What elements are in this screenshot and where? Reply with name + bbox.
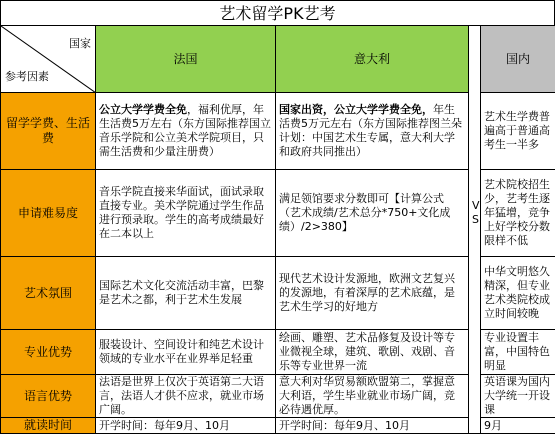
table-row — [1, 375, 555, 418]
header-italy: 意大利 — [276, 26, 469, 93]
row-label: 申请难易度 — [1, 170, 96, 257]
vs-spacer-bottom — [469, 418, 481, 434]
header-row — [1, 26, 555, 93]
france-cell: 法语是世界上仅次于英语第二大语言，法语人才供不应求，就业市场广阔。 — [96, 375, 276, 418]
france-cell — [96, 93, 276, 170]
france-cell: 服装设计、空间设计和纯艺术设计领域的专业水平在业界举足轻重 — [96, 330, 276, 375]
comparison-table — [0, 25, 555, 434]
corner-header — [1, 26, 96, 93]
vs-spacer — [469, 330, 481, 375]
italy-cell: 意大利对华贸易额欧盟第二，掌握意大利语，学生毕业就业市场广阔，竞必待遇优厚。 — [276, 375, 469, 418]
domestic-cell: 专业设置丰富，中国特色明显 — [481, 330, 555, 375]
vs-spacer-top — [469, 26, 481, 93]
vs-spacer — [469, 375, 481, 418]
italy-cell: 绘画、雕塑、艺术品修复及设计等专业微视全球，建筑、歌剧、戏剧、音乐等专业世界一流 — [276, 330, 469, 375]
domestic-cell: 艺术生学费普遍高于普通高考生一半多 — [481, 93, 555, 170]
france-cell: 国际艺术文化交流活动丰富，巴黎是艺术之都，利于艺术生发展 — [96, 257, 276, 330]
table-row — [1, 257, 555, 330]
italy-text: 年生活费5万元左右（东方国际推荐图兰朵计划：中国艺术生专属，意大利大学和政府共同推出） — [279, 103, 462, 158]
header-france: 法国 — [96, 26, 276, 93]
domestic-cell: 艺术院校招生少，艺考生逐年猛增，竞争上好学校分数限样不低 — [481, 170, 555, 257]
vs-spacer — [469, 93, 481, 170]
france-cell: 开学时间：每年9月、10月 — [96, 418, 276, 434]
row-label: 语言优势 — [1, 375, 96, 418]
vs-spacer — [469, 257, 481, 330]
france-text: ，福利优厚，年生活费5万左右（东方国际推荐国立音乐学院和公立美术学院项目，只需生活费和少量注册费） — [99, 103, 271, 158]
table-row — [1, 418, 555, 434]
italy-highlight: 国家出资，公立大学学费全免， — [279, 103, 433, 116]
page-title: 艺术留学PK艺考 — [0, 0, 555, 26]
italy-cell: 开学时间：每年9月、10月 — [276, 418, 469, 434]
italy-cell — [276, 93, 469, 170]
italy-cell: 现代艺术设计发源地，欧洲文艺复兴的发源地，有着深厚的艺术底蕴，是艺术生学习的好地方 — [276, 257, 469, 330]
row-label: 留学学费、生活费 — [1, 93, 96, 170]
row-label: 就读时间 — [1, 418, 96, 434]
row-label: 专业优势 — [1, 330, 96, 375]
row-label: 艺术氛围 — [1, 257, 96, 330]
domestic-cell: 英语课为国内大学统一开设课 — [481, 375, 555, 418]
table-row — [1, 330, 555, 375]
header-domestic: 国内 — [481, 26, 555, 93]
domestic-cell: 9月 — [481, 418, 555, 434]
france-cell: 音乐学院直接来华面试，面试录取直接专业。美术学院通过学生作品进行预录取。学生的高考成绩最好在二本以上 — [96, 170, 276, 257]
france-highlight: 公立大学学费全免 — [99, 103, 187, 116]
table-row — [1, 170, 555, 257]
vs-label: VS — [469, 170, 481, 257]
corner-country-label: 国家 — [69, 37, 91, 51]
domestic-cell: 中华文明悠久精深，但专业艺术类院校成立时间较晚 — [481, 257, 555, 330]
corner-factor-label: 参考因素 — [5, 70, 49, 84]
italy-cell: 满足领馆要求分数即可【计算公式（艺术成绩/艺术总分*750+文化成绩）/2>380】 — [276, 170, 469, 257]
table-row — [1, 93, 555, 170]
